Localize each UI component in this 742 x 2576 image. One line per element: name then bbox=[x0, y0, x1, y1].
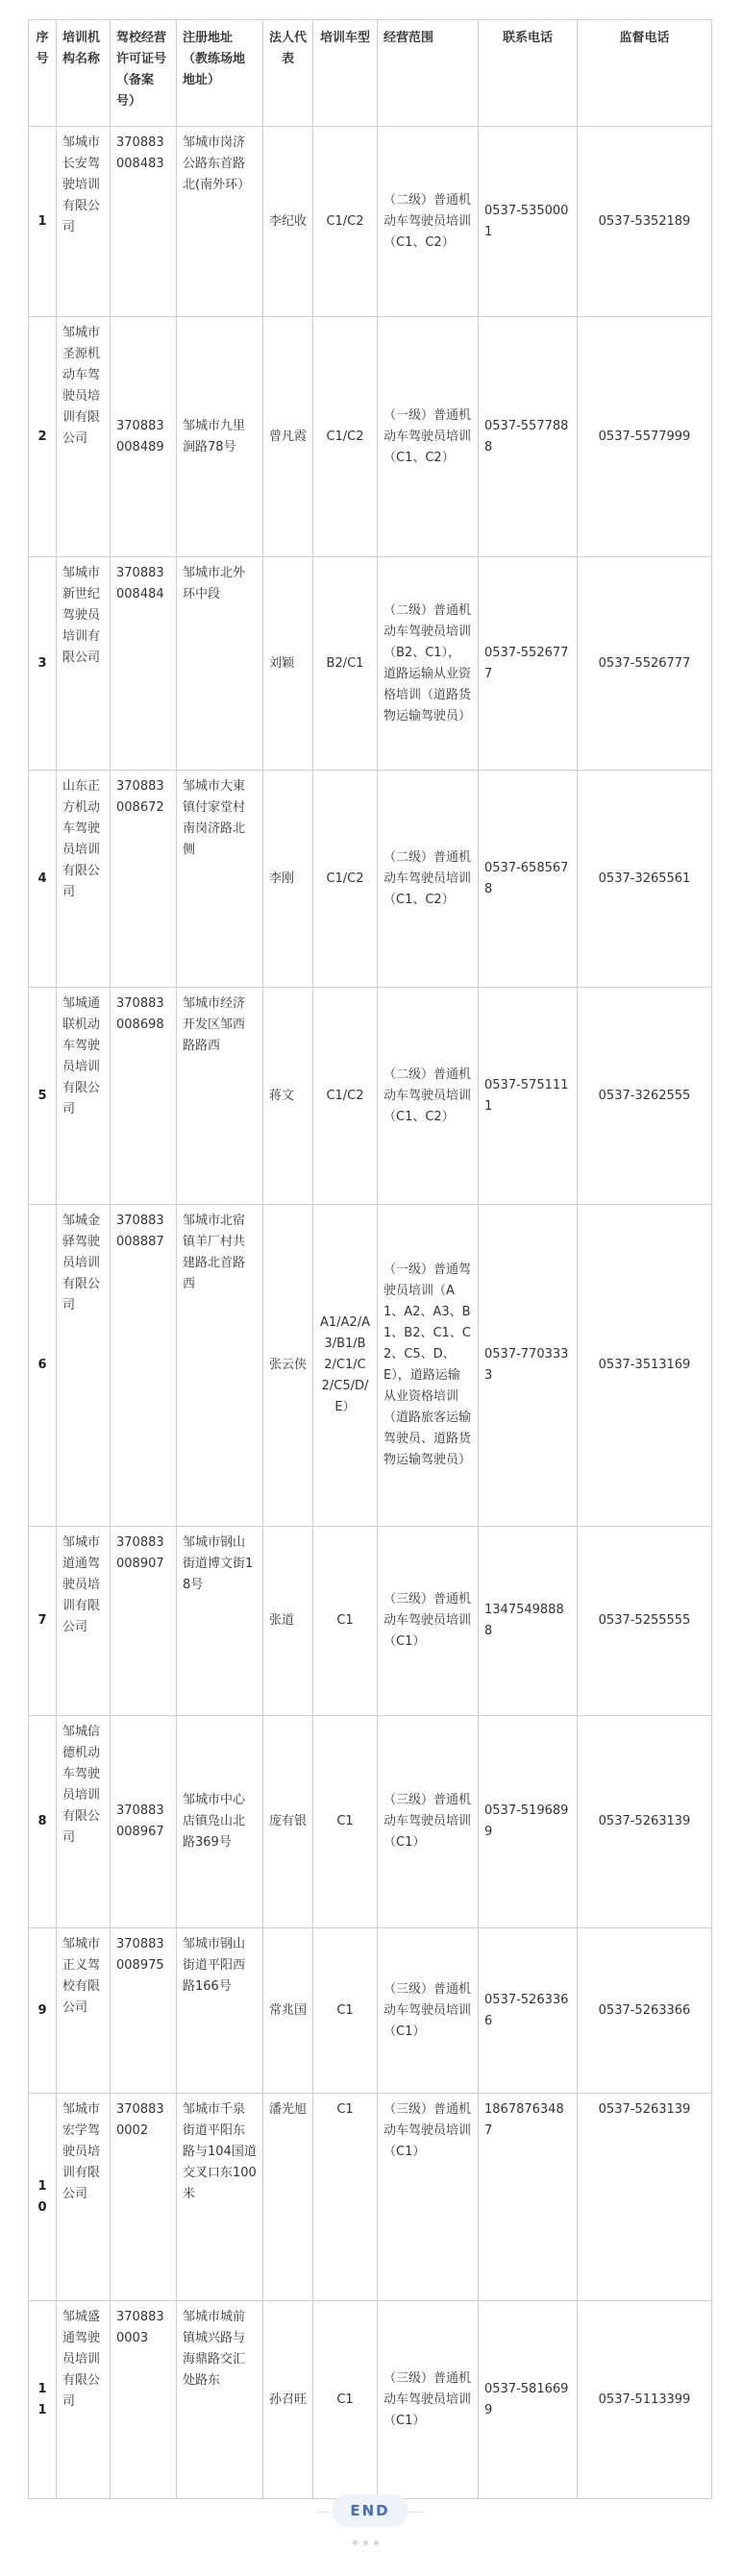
row-supervision: 0537-5352189 bbox=[578, 127, 712, 317]
row-rep: 潘光旭 bbox=[263, 2094, 313, 2301]
row-supervision: 0537-5577999 bbox=[578, 317, 712, 557]
header-address: 注册地址（教练场地地址） bbox=[177, 20, 263, 127]
table-row bbox=[29, 1205, 712, 1527]
table-row bbox=[29, 2094, 712, 2301]
row-supervision: 0537-5263139 bbox=[578, 2094, 712, 2301]
row-scope: （二级）普通机动车驾驶员培训（B2、C1），道路运输从业资格培训（道路货物运输驾驶员） bbox=[378, 557, 479, 771]
row-phone: 0537-5816699 bbox=[479, 2301, 578, 2499]
header-license: 驾校经营许可证号（备案号） bbox=[111, 20, 177, 127]
row-supervision: 0537-5526777 bbox=[578, 557, 712, 771]
row-scope: （二级）普通机动车驾驶员培训（C1、C2） bbox=[378, 771, 479, 988]
row-scope: （一级）普通驾驶员培训（A1、A2、A3、B1、B2、C1、C2、C5、D、E），道路运输从业资格培训（道路旅客运输驾驶员、道路货物运输驾驶员） bbox=[378, 1205, 479, 1527]
row-address: 邹城市大東镇付家堂村南岗济路北侧 bbox=[177, 771, 263, 988]
row-address: 邹城市经济开发区邹西路路西 bbox=[177, 988, 263, 1205]
row-rep: 李刚 bbox=[263, 771, 313, 988]
row-address: 邹城市九里涧路78号 bbox=[177, 317, 263, 557]
row-address: 邹城市中心店镇凫山北路369号 bbox=[177, 1716, 263, 1928]
row-index: 5 bbox=[29, 988, 57, 1205]
row-supervision: 0537-3513169 bbox=[578, 1205, 712, 1527]
row-supervision: 0537-3265561 bbox=[578, 771, 712, 988]
row-license: 370883008672 bbox=[111, 771, 177, 988]
row-phone: 0537-6585678 bbox=[479, 771, 578, 988]
row-name: 山东正方机动车驾驶员培训有限公司 bbox=[57, 771, 111, 988]
row-index: 11 bbox=[29, 2301, 57, 2499]
row-phone: 13475498888 bbox=[479, 1527, 578, 1716]
row-rep: 刘颖 bbox=[263, 557, 313, 771]
row-car-type: C1/C2 bbox=[313, 127, 378, 317]
row-car-type: C1/C2 bbox=[313, 317, 378, 557]
end-label: END bbox=[332, 2494, 408, 2527]
row-supervision: 0537-5263139 bbox=[578, 1716, 712, 1928]
table-header-row bbox=[29, 20, 712, 127]
row-scope: （三级）普通机动车驾驶员培训（C1） bbox=[378, 1527, 479, 1716]
row-car-type: B2/C1 bbox=[313, 557, 378, 771]
row-rep: 张云侠 bbox=[263, 1205, 313, 1527]
table-row bbox=[29, 557, 712, 771]
row-license: 370883008484 bbox=[111, 557, 177, 771]
table-row bbox=[29, 1527, 712, 1716]
row-car-type: C1/C2 bbox=[313, 771, 378, 988]
row-address: 邹城市千泉街道平阳东路与104国道交叉口东100米 bbox=[177, 2094, 263, 2301]
row-index: 9 bbox=[29, 1928, 57, 2094]
row-name: 邹城市圣源机动车驾驶员培训有限公司 bbox=[57, 317, 111, 557]
row-phone: 0537-5751111 bbox=[479, 988, 578, 1205]
row-rep: 张道 bbox=[263, 1527, 313, 1716]
row-name: 邹城盛通驾驶员培训有限公司 bbox=[57, 2301, 111, 2499]
row-name: 邹城市宏学驾驶员培训有限公司 bbox=[57, 2094, 111, 2301]
row-name: 邹城金驿驾驶员培训有限公司 bbox=[57, 1205, 111, 1527]
row-supervision: 0537-3262555 bbox=[578, 988, 712, 1205]
row-car-type: C1/C2 bbox=[313, 988, 378, 1205]
table-row bbox=[29, 1928, 712, 2094]
row-license: 370883008887 bbox=[111, 1205, 177, 1527]
row-scope: （一级）普通机动车驾驶员培训（C1、C2） bbox=[378, 317, 479, 557]
row-scope: （三级）普通机动车驾驶员培训（C1） bbox=[378, 1716, 479, 1928]
row-license: 3708830003 bbox=[111, 2301, 177, 2499]
row-index: 1 bbox=[29, 127, 57, 317]
row-car-type: C1 bbox=[313, 1928, 378, 2094]
row-index: 10 bbox=[29, 2094, 57, 2301]
row-license: 370883008975 bbox=[111, 1928, 177, 2094]
row-scope: （二级）普通机动车驾驶员培训（C1、C2） bbox=[378, 127, 479, 317]
row-rep: 曾凡霞 bbox=[263, 317, 313, 557]
row-name: 邹城市新世纪驾驶员培训有限公司 bbox=[57, 557, 111, 771]
row-car-type: C1 bbox=[313, 2094, 378, 2301]
header-name: 培训机构名称 bbox=[57, 20, 111, 127]
header-phone: 联系电话 bbox=[479, 20, 578, 127]
row-index: 4 bbox=[29, 771, 57, 988]
end-marker bbox=[0, 2489, 742, 2556]
row-supervision: 0537-5113399 bbox=[578, 2301, 712, 2499]
row-name: 邹城市长安驾驶培训有限公司 bbox=[57, 127, 111, 317]
row-index: 3 bbox=[29, 557, 57, 771]
row-index: 7 bbox=[29, 1527, 57, 1716]
row-phone: 0537-5350001 bbox=[479, 127, 578, 317]
row-name: 邹城通联机动车驾驶员培训有限公司 bbox=[57, 988, 111, 1205]
row-index: 2 bbox=[29, 317, 57, 557]
row-license: 370883008698 bbox=[111, 988, 177, 1205]
table-row bbox=[29, 988, 712, 1205]
row-rep: 蒋文 bbox=[263, 988, 313, 1205]
row-supervision: 0537-5255555 bbox=[578, 1527, 712, 1716]
table-row bbox=[29, 317, 712, 557]
header-supervision: 监督电话 bbox=[578, 20, 712, 127]
row-index: 8 bbox=[29, 1716, 57, 1928]
row-rep: 常兆国 bbox=[263, 1928, 313, 2094]
row-address: 邹城市城前镇城兴路与海鼎路交汇处路东 bbox=[177, 2301, 263, 2499]
row-license: 370883008967 bbox=[111, 1716, 177, 1928]
training-institutions-table bbox=[28, 19, 712, 2499]
row-scope: （三级）普通机动车驾驶员培训（C1） bbox=[378, 2301, 479, 2499]
row-license: 370883008489 bbox=[111, 317, 177, 557]
row-address: 邹城市北宿镇羊厂村共建路北首路西 bbox=[177, 1205, 263, 1527]
table-row bbox=[29, 127, 712, 317]
row-rep: 李纪收 bbox=[263, 127, 313, 317]
table-row bbox=[29, 771, 712, 988]
table-row bbox=[29, 1716, 712, 1928]
row-car-type: A1/A2/A3/B1/B2/C1/C2/C5/D/E） bbox=[313, 1205, 378, 1527]
header-car-type: 培训车型 bbox=[313, 20, 378, 127]
row-phone: 0537-5526777 bbox=[479, 557, 578, 771]
row-address: 邹城市钢山街道平阳西路166号 bbox=[177, 1928, 263, 2094]
row-name: 邹城市道通驾驶员培训有限公司 bbox=[57, 1527, 111, 1716]
row-car-type: C1 bbox=[313, 2301, 378, 2499]
row-phone: 0537-5196899 bbox=[479, 1716, 578, 1928]
row-license: 3708830002 bbox=[111, 2094, 177, 2301]
row-license: 370883008483 bbox=[111, 127, 177, 317]
header-rep: 法人代表 bbox=[263, 20, 313, 127]
row-address: 邹城市钢山街道博文街18号 bbox=[177, 1527, 263, 1716]
row-address: 邹城市岗济公路东首路北(南外环） bbox=[177, 127, 263, 317]
row-name: 邹城信德机动车驾驶员培训有限公司 bbox=[57, 1716, 111, 1928]
row-rep: 庞有银 bbox=[263, 1716, 313, 1928]
row-car-type: C1 bbox=[313, 1716, 378, 1928]
row-phone: 0537-5577888 bbox=[479, 317, 578, 557]
training-institutions-table-wrapper bbox=[28, 19, 711, 2499]
row-phone: 18678763487 bbox=[479, 2094, 578, 2301]
row-scope: （三级）普通机动车驾驶员培训（C1） bbox=[378, 1928, 479, 2094]
row-rep: 孙召旺 bbox=[263, 2301, 313, 2499]
table-row bbox=[29, 2301, 712, 2499]
row-scope: （二级）普通机动车驾驶员培训（C1、C2） bbox=[378, 988, 479, 1205]
row-phone: 0537-7703333 bbox=[479, 1205, 578, 1527]
row-license: 370883008907 bbox=[111, 1527, 177, 1716]
row-car-type: C1 bbox=[313, 1527, 378, 1716]
header-scope: 经营范围 bbox=[378, 20, 479, 127]
row-address: 邹城市北外环中段 bbox=[177, 557, 263, 771]
header-index: 序号 bbox=[29, 20, 57, 127]
row-index: 6 bbox=[29, 1205, 57, 1527]
row-name: 邹城市正义驾校有限公司 bbox=[57, 1928, 111, 2094]
end-dots bbox=[350, 2531, 392, 2537]
row-scope: （三级）普通机动车驾驶员培训（C1） bbox=[378, 2094, 479, 2301]
row-supervision: 0537-5263366 bbox=[578, 1928, 712, 2094]
row-phone: 0537-5263366 bbox=[479, 1928, 578, 2094]
